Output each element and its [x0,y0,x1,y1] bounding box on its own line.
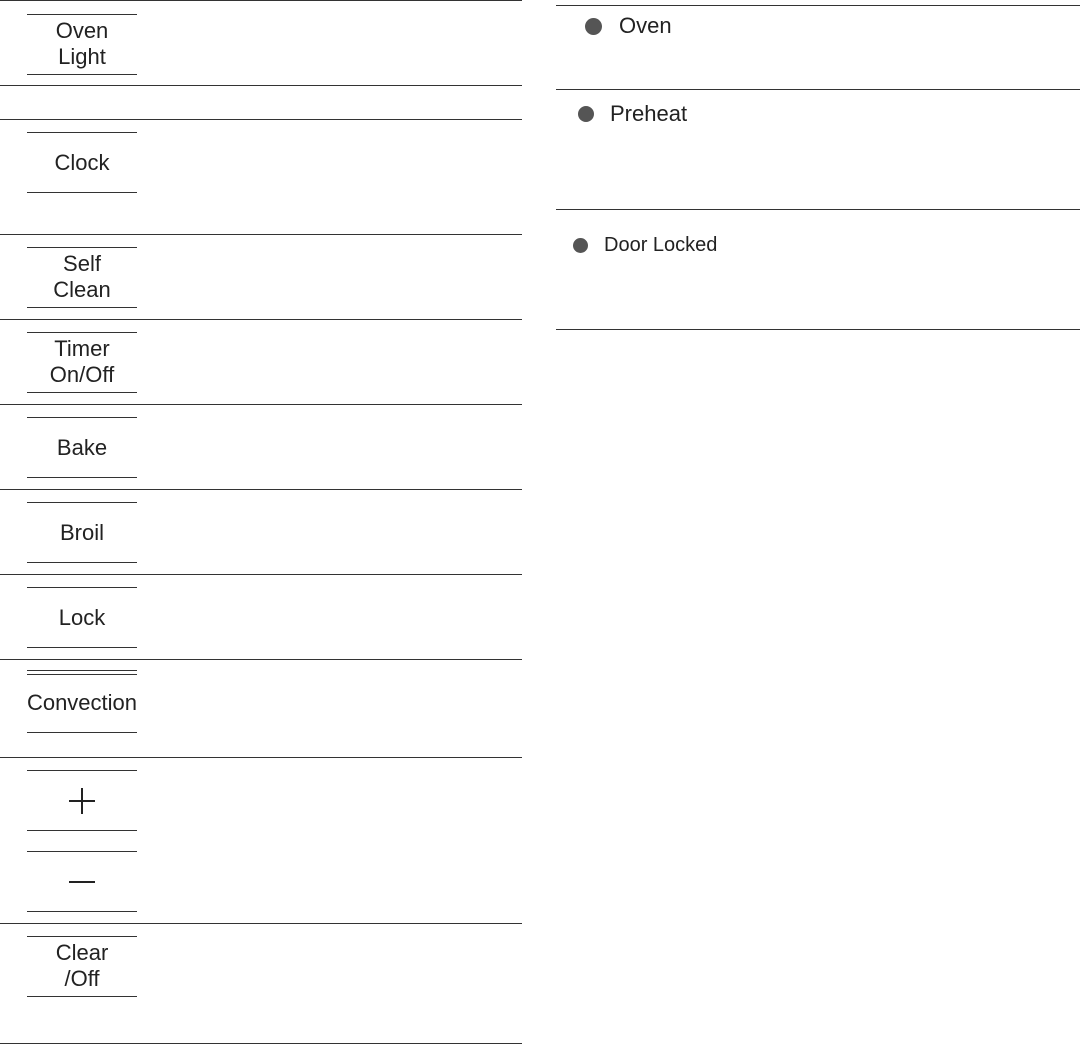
key-top-double-line [27,670,137,675]
key-bottom-line [27,732,137,733]
oven-indicator [585,13,672,39]
bake-key[interactable] [27,417,137,479]
key-bottom-line [27,392,137,393]
key-bottom-line [27,830,137,831]
key-bottom-line [27,192,137,193]
plus-icon [27,788,137,814]
oven-light-key[interactable] [27,14,137,76]
clear-off-label-line1: Clear [55,940,109,965]
preheat-indicator-label: Preheat [610,101,688,126]
door-locked-indicator-dot-icon [573,238,588,253]
door-locked-indicator-label: Door Locked [604,234,718,256]
row-divider [0,923,522,924]
convection-label: Convection [26,690,138,715]
row-divider [0,0,522,1]
key-top-line [27,247,137,248]
timer-key[interactable] [27,332,137,394]
key-top-line [27,587,137,588]
key-top-line [27,502,137,503]
lock-label: Lock [58,605,106,630]
key-top-line [27,936,137,937]
row-divider [0,574,522,575]
self-clean-key[interactable] [27,247,137,309]
timer-label-line1: Timer [54,336,110,361]
self-clean-label-line1: Self [63,251,101,276]
bake-label: Bake [56,435,108,460]
row-divider [0,489,522,490]
key-bottom-line [27,307,137,308]
clock-key[interactable] [27,132,137,194]
row-divider [556,89,1080,90]
lock-key[interactable] [27,587,137,649]
oven-indicator-label: Oven [619,13,672,38]
oven-indicator-dot-icon [585,18,602,35]
key-top-line [27,417,137,418]
timer-label-line2: On/Off [49,362,115,387]
clock-label: Clock [54,150,110,175]
self-clean-label-line2: Clean [53,277,111,302]
minus-icon [27,869,137,895]
key-top-line [27,851,137,852]
preheat-indicator [578,101,687,127]
key-top-line [27,132,137,133]
row-divider [0,757,522,758]
key-top-line [27,332,137,333]
plus-key[interactable] [27,770,137,832]
broil-key[interactable] [27,502,137,564]
convection-key[interactable] [27,670,137,734]
minus-key[interactable] [27,851,137,913]
door-locked-indicator [573,232,717,258]
row-divider [556,209,1080,210]
row-divider [556,329,1080,330]
row-divider [0,234,522,235]
preheat-indicator-dot-icon [578,106,594,122]
key-top-line [27,14,137,15]
key-bottom-line [27,996,137,997]
key-bottom-line [27,647,137,648]
oven-light-label-line2: Light [58,44,106,69]
row-divider [0,404,522,405]
key-bottom-line [27,74,137,75]
clear-off-key[interactable] [27,936,137,998]
row-divider [0,85,522,86]
key-bottom-line [27,911,137,912]
key-top-line [27,770,137,771]
broil-label: Broil [59,520,104,545]
key-bottom-line [27,477,137,478]
oven-light-label-line1: Oven [55,18,109,43]
row-divider [0,659,522,660]
clear-off-label-line2: /Off [64,966,100,991]
row-divider [0,119,522,120]
row-divider [0,319,522,320]
key-bottom-line [27,562,137,563]
row-divider [556,5,1080,6]
